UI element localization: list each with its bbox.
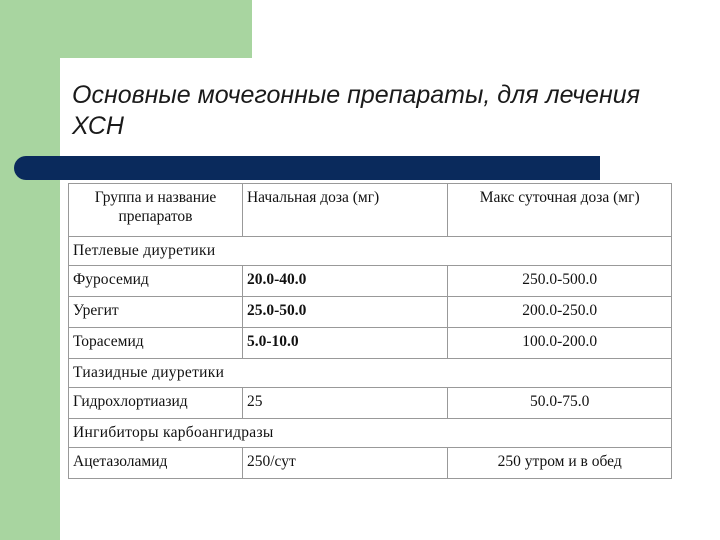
header-max-dose: Макс суточная доза (мг) — [448, 184, 672, 237]
max-dose: 250.0-500.0 — [448, 266, 672, 297]
group-name: Петлевые диуретики — [73, 242, 216, 259]
group-name: Тиазидные диуретики — [73, 364, 225, 381]
drug-name: Урегит — [69, 297, 243, 328]
start-dose: 250/сут — [242, 448, 447, 479]
drug-name: Торасемид — [69, 328, 243, 359]
group-name-cell — [69, 359, 672, 388]
start-dose: 25 — [242, 388, 447, 419]
drug-name: Гидрохлортиазид — [69, 388, 243, 419]
group-name-cell — [69, 419, 672, 448]
group-row — [69, 419, 672, 448]
diuretics-table — [68, 183, 672, 479]
header-start-dose: Начальная доза (мг) — [242, 184, 447, 237]
drug-name: Ацетазоламид — [69, 448, 243, 479]
group-row — [69, 237, 672, 266]
start-dose: 5.0-10.0 — [242, 328, 447, 359]
table-row — [69, 448, 672, 479]
drug-name: Фуросемид — [69, 266, 243, 297]
table-row — [69, 328, 672, 359]
table-row — [69, 388, 672, 419]
header-group-name: Группа и название препаратов — [69, 184, 243, 237]
green-side-strip — [0, 0, 60, 540]
max-dose: 50.0-75.0 — [448, 388, 672, 419]
group-name-cell — [69, 237, 672, 266]
max-dose: 200.0-250.0 — [448, 297, 672, 328]
green-corner-block — [0, 0, 252, 58]
table-row — [69, 266, 672, 297]
start-dose: 20.0-40.0 — [242, 266, 447, 297]
table-row — [69, 297, 672, 328]
group-name: Ингибиторы карбоангидразы — [73, 424, 274, 441]
slide-title: Основные мочегонные препараты, для лечения ХСН — [72, 81, 640, 140]
table-header-row — [69, 184, 672, 237]
group-row — [69, 359, 672, 388]
max-dose: 100.0-200.0 — [448, 328, 672, 359]
title-underline-bar — [14, 156, 600, 180]
start-dose: 25.0-50.0 — [242, 297, 447, 328]
max-dose: 250 утром и в обед — [448, 448, 672, 479]
